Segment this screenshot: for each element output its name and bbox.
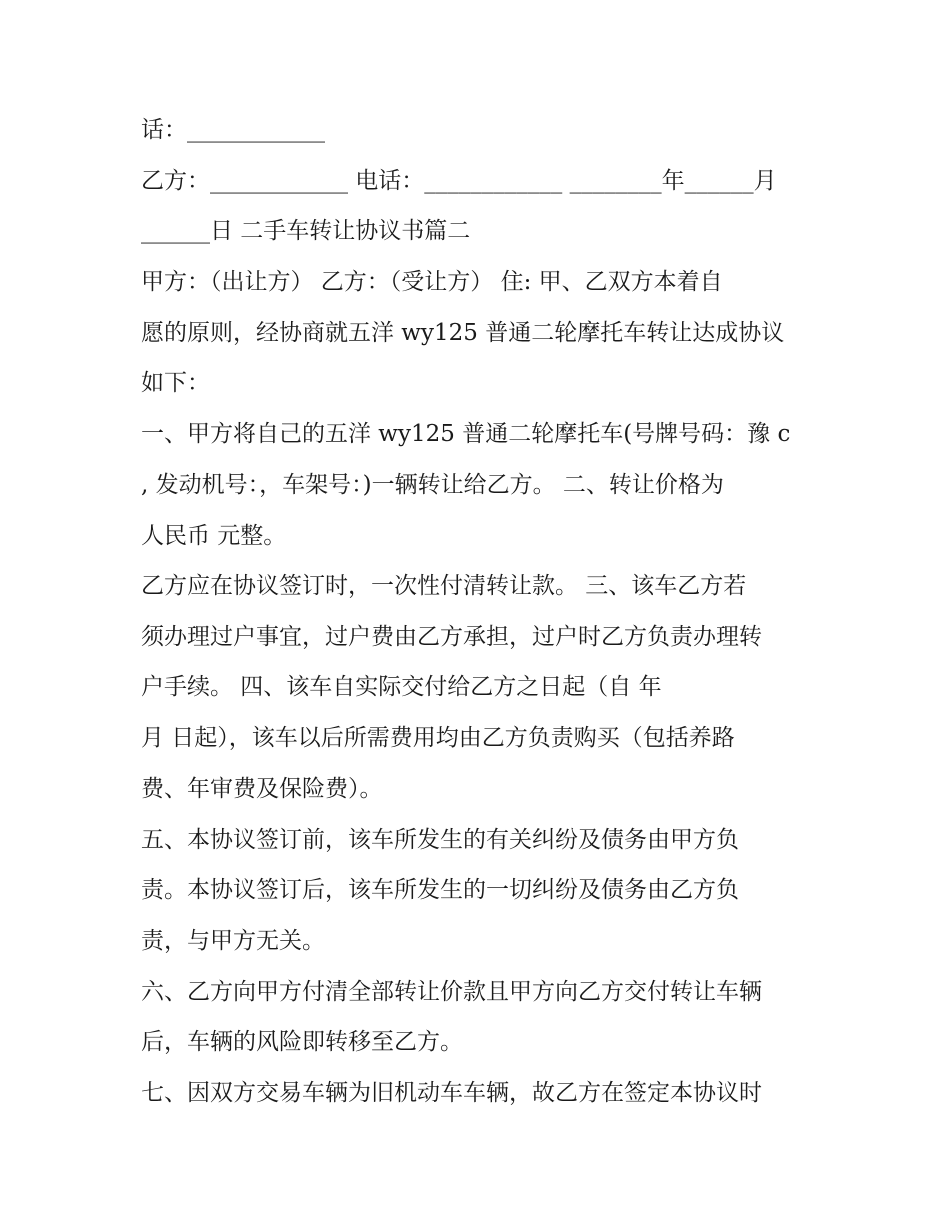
text-line: 后，车辆的风险即转移至乙方。 <box>141 1029 463 1055</box>
text-line: 五、本协议签订前，该车所发生的有关纠纷及债务由甲方负 <box>141 827 739 853</box>
text-line: 乙方：____________ 电话：____________ ________年______月 <box>141 168 777 194</box>
text-line: ______日 二手车转让协议书篇二 <box>141 218 471 244</box>
text-line: 一、甲方将自己的五洋 wy125 普通二轮摩托车(号牌号码：豫 c <box>141 421 791 447</box>
text-line: 愿的原则，经协商就五洋 wy125 普通二轮摩托车转让达成协议 <box>141 320 785 346</box>
text-line: 话：____________ <box>141 117 325 143</box>
text-line: 乙方应在协议签订时，一次性付清转让款。 三、该车乙方若 <box>141 573 747 599</box>
text-line: 人民币 元整。 <box>141 523 287 549</box>
text-line: 须办理过户事宜，过户费由乙方承担，过户时乙方负责办理转 <box>141 624 762 650</box>
text-line: 六、乙方向甲方付清全部转让价款且甲方向乙方交付转让车辆 <box>141 979 762 1005</box>
text-line: 如下： <box>141 370 210 396</box>
text-line: , 发动机号：，车架号：)一辆转让给乙方。 二、转让价格为 <box>141 472 724 498</box>
text-line: 月 日起），该车以后所需费用均由乙方负责购买（包括养路 <box>141 725 735 751</box>
text-line: 七、因双方交易车辆为旧机动车车辆，故乙方在签定本协议时 <box>141 1080 762 1106</box>
text-line: 责。本协议签订后，该车所发生的一切纠纷及债务由乙方负 <box>141 877 739 903</box>
text-line: 甲方：（出让方） 乙方：（受让方） 住: 甲、乙双方本着自 <box>141 269 723 295</box>
text-line: 费、年审费及保险费）。 <box>141 776 383 802</box>
text-line: 户手续。 四、该车自实际交付给乙方之日起（自 年 <box>141 674 662 700</box>
text-line: 责，与甲方无关。 <box>141 928 325 954</box>
